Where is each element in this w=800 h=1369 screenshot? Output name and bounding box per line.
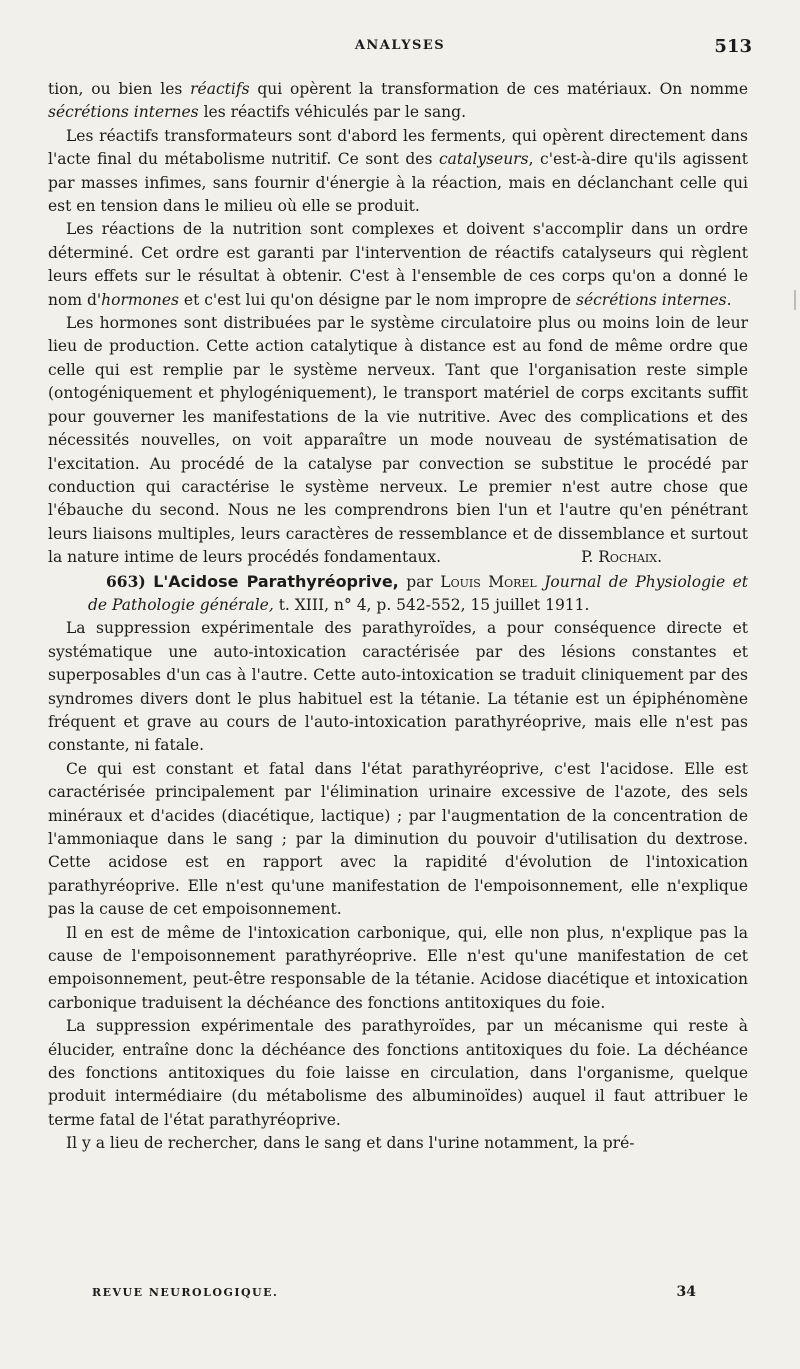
footer-journal-name: REVUE NEUROLOGIQUE. (92, 1286, 279, 1299)
article-author: Louis Morel (440, 572, 537, 591)
paragraph: Ce qui est constant et fatal dans l'état parathyréoprive, c'est l'acidose. Elle est caractérisée principalement par l'élimination urinaire excessive de l'azote, des sels minéraux et d'acides (diacétique, lactique) ; par l'augmentation de la concentration de l'ammoniaque dans le sang ; par la diminution du pouvoir d'utilisation du dextrose. Cette acidose est en rapport avec la rapidité d'évolution de l'intoxication parathyréoprive. Elle n'est qu'une manifestation de l'empoisonnement, elle n'explique pas la cause de cet empoisonnement. (48, 759, 748, 919)
citation: t. XIII, n° 4, p. 542-552, 15 juillet 1911. (273, 595, 590, 614)
paragraph: Les réactifs transformateurs sont d'abord les ferments, qui opèrent directement dans l'acte final du métabolisme nutritif. Ce sont des catalyseurs, c'est-à-dire qu'ils agissent par masses infimes, sans fournir d'énergie à la réaction, mais en déclanchant celle qui est en tension dans le milieu où elle se produit. (48, 126, 748, 216)
margin-mark (794, 290, 796, 310)
signature: P. Rochaix. (581, 548, 662, 567)
article-heading: 663) L'Acidose Parathyréoprive, par Louis Morel Journal de Physiologie et de Pathologie générale, t. XIII, n° 4, p. 542-552, 15 juillet 1911. (88, 571, 748, 614)
paragraph: Les hormones sont distribuées par le système circulatoire plus ou moins loin de leur lieu de production. Cette action catalytique à distance est au fond de même ordre que celle qui est remplie par le système nerveux. Tant que l'organisation reste simple (ontogéniquement et phylogéniquement), le transport matériel de corps excitants suffit pour gouverner les manifestations de la vie nutritive. Avec des complications et des nécessités nouvelles, on voit apparaître un mode nouveau de systématisation de l'excitation. Au procédé de la catalyse par convection se substitue le procédé par conduction qui caractérise le système nerveux. Le premier n'est autre chose que l'ébauche du second. Nous ne les comprendrons bien l'un et l'autre qu'en pénétrant leurs liaisons multiples, leurs caractères de ressemblance et de dissemblance et surtout la nature intime de leurs procédés fondamentaux. P. Rochaix. (48, 314, 748, 567)
page-number: 513 (714, 36, 752, 57)
journal-name: Journal de Physiologie et de Pathologie générale, (88, 572, 748, 614)
page-body (48, 78, 748, 1156)
article-number: 663) (106, 571, 146, 591)
paragraph: La suppression expérimentale des parathyroïdes, par un mécanisme qui reste à élucider, entraîne donc la déchéance des fonctions antitoxiques du foie. La déchéance des fonctions antitoxiques du foie laisse en circulation, dans l'organisme, quelque produit intermédiaire (du métabolisme des albuminoïdes) auquel il faut attribuer le terme fatal de l'état parathyréoprive. (48, 1017, 748, 1129)
paragraph: tion, ou bien les réactifs qui opèrent la transformation de ces matériaux. On nomme sécrétions internes les réactifs véhiculés par le sang. (48, 80, 748, 122)
paragraph: La suppression expérimentale des parathyroïdes, a pour conséquence directe et systématique une auto-intoxication caractérisée par des lésions constantes et superposables d'un cas à l'autre. Cette auto-intoxication se traduit cliniquement par des syndromes divers dont le plus habituel est la tétanie. La tétanie est un épiphénomène fréquent et grave au cours de l'auto-intoxication parathyréoprive, mais elle n'est pas constante, ni fatale. (48, 619, 748, 755)
paragraph: Il y a lieu de rechercher, dans le sang et dans l'urine notamment, la pré- (66, 1134, 635, 1153)
paragraph: Les réactions de la nutrition sont complexes et doivent s'accomplir dans un ordre déterminé. Cet ordre est garanti par l'intervention de réactifs catalyseurs qui règlent leurs effets sur le résultat à obtenir. C'est à l'ensemble de ces corps qu'on a donné le nom d'hormones et c'est lui qu'on désigne par le nom impropre de sécrétions internes. (48, 220, 748, 309)
footer-sheet-number: 34 (676, 1284, 696, 1300)
article-title: L'Acidose Parathyréoprive, (153, 571, 399, 591)
paragraph: Il en est de même de l'intoxication carbonique, qui, elle non plus, n'explique pas la cause de l'empoisonnement parathyréoprive. Elle n'est qu'une manifestation de cet empoisonnement, peut-être responsable de la tétanie. Acidose diacétique et intoxication carbonique traduisent la déchéance des fonctions antitoxiques du foie. (48, 923, 748, 1012)
running-title: ANALYSES (354, 38, 446, 53)
